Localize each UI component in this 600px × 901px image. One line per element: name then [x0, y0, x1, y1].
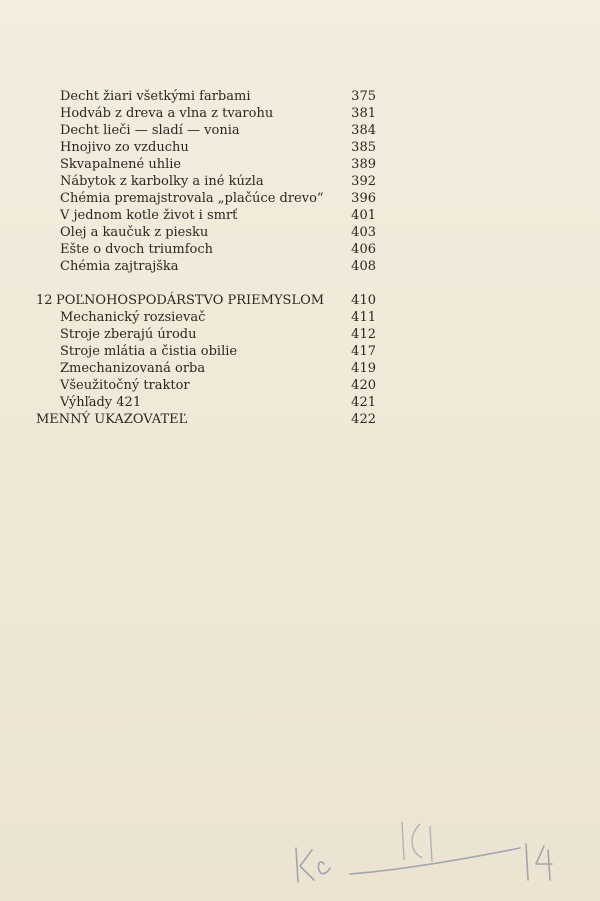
- toc-entry: [36, 377, 376, 394]
- toc-entry: [36, 343, 376, 360]
- toc-entry-page: 412: [351, 327, 376, 342]
- toc-entry: [36, 309, 376, 326]
- index-title: MENNÝ UKAZOVATEĽ: [36, 412, 188, 427]
- toc-entry-page: 396: [351, 191, 376, 206]
- toc-entry-title: Zmechanizovaná orba: [60, 361, 206, 376]
- toc-entry-title: Hnojivo zo vzduchu: [60, 140, 189, 155]
- toc-entry: [36, 326, 376, 343]
- toc-entry-title: Všeužitočný traktor: [60, 378, 190, 393]
- toc-entry-title: Decht žiari všetkými farbami: [60, 89, 251, 104]
- toc-entry-title: Chémia zajtrajška: [60, 259, 179, 274]
- toc-entry-page: 403: [351, 225, 376, 240]
- toc-entry-page: 421: [351, 395, 376, 410]
- toc-entry-title: Skvapalnené uhlie: [60, 157, 182, 172]
- toc-entry: [36, 122, 376, 139]
- toc-entry: [36, 394, 376, 411]
- chapter-number: 12: [36, 293, 53, 308]
- toc-entry-page: 417: [351, 344, 376, 359]
- toc-entry-title: Nábytok z karbolky a iné kúzla: [60, 174, 264, 189]
- index-page: 422: [351, 412, 376, 427]
- toc-entry-page: 375: [351, 89, 376, 104]
- toc-entry: [36, 105, 376, 122]
- toc-entry: [36, 173, 376, 190]
- toc-entry-page: 411: [351, 310, 376, 325]
- toc-entry: [36, 224, 376, 241]
- toc-entry: [36, 156, 376, 173]
- toc-entry-page: 419: [351, 361, 376, 376]
- toc-entry-title: Hodváb z dreva a vlna z tvarohu: [60, 106, 274, 121]
- toc-entry-title: Ešte o dvoch triumfoch: [60, 242, 214, 257]
- toc-entry: [36, 88, 376, 105]
- chapter-page: 410: [351, 293, 376, 308]
- toc-entry-page: 406: [351, 242, 376, 257]
- toc-entry-title: Mechanický rozsievač: [60, 310, 206, 325]
- toc-entry-page: 385: [351, 140, 376, 155]
- chapter-title: POĽNOHOSPODÁRSTVO PRIEMYSLOM: [56, 293, 325, 308]
- toc-entry-page: 420: [351, 378, 376, 393]
- toc-entry-page: 384: [351, 123, 376, 138]
- toc-entry: [36, 190, 376, 207]
- toc-entry: [36, 241, 376, 258]
- toc-entry-page: 389: [351, 157, 376, 172]
- toc-entry-title: Olej a kaučuk z piesku: [60, 225, 209, 240]
- toc-entry-page: 392: [351, 174, 376, 189]
- handwritten-price-annotation: [290, 820, 590, 890]
- table-of-contents: [36, 88, 376, 428]
- toc-chapter-heading: [36, 292, 376, 309]
- toc-entry: [36, 207, 376, 224]
- toc-entry: [36, 258, 376, 275]
- toc-entry-page: 401: [351, 208, 376, 223]
- toc-entry: [36, 139, 376, 156]
- toc-entry-title: Stroje mlátia a čistia obilie: [60, 344, 238, 359]
- toc-index-entry: [36, 411, 376, 428]
- toc-entry: [36, 360, 376, 377]
- toc-entry-page: 381: [351, 106, 376, 121]
- toc-entry-page: 408: [351, 259, 376, 274]
- toc-entry-title: Výhľady 421: [60, 395, 142, 410]
- toc-entry-title: Decht lieči — sladí — vonia: [60, 123, 240, 138]
- toc-entry-title: Stroje zberajú úrodu: [60, 327, 197, 342]
- toc-entry-title: Chémia premajstrovala „plačúce drevo“: [60, 191, 324, 206]
- toc-entry-title: V jednom kotle život i smrť: [60, 208, 238, 223]
- section-spacer: [36, 275, 376, 292]
